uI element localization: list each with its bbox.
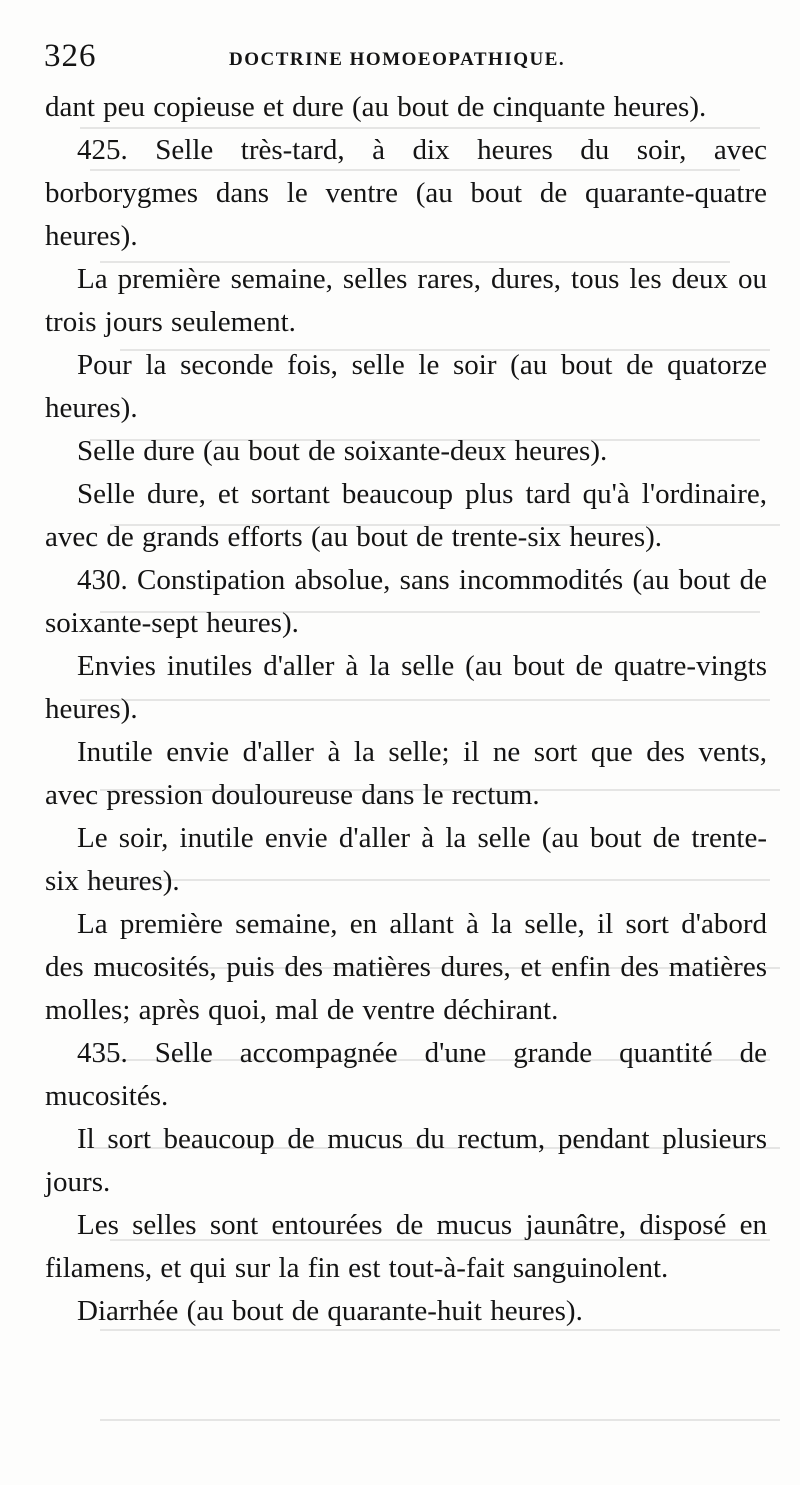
paragraph: La première semaine, en allant à la selle, il sort d'abord des mucosités, puis des matières dures, et enfin des matières molles; après quoi, mal de ventre déchirant. xyxy=(45,908,767,1026)
paragraph: dant peu copieuse et dure (au bout de cinquante heures). xyxy=(45,91,707,123)
paragraph: La première semaine, selles rares, dures, tous les deux ou trois jours seulement. xyxy=(45,263,767,338)
paragraph: Pour la seconde fois, selle le soir (au bout de quatorze heures). xyxy=(45,349,767,424)
paragraph: Inutile envie d'aller à la selle; il ne sort que des vents, avec pression douloureuse dans le rectum. xyxy=(45,736,767,811)
paragraph: 425. Selle très-tard, à dix heures du soir, avec borborygmes dans le ventre (au bout de quarante-quatre heures). xyxy=(45,134,767,252)
paragraph: Selle dure, et sortant beaucoup plus tard qu'à l'ordinaire, avec de grands efforts (au bout de trente-six heures). xyxy=(45,478,767,553)
page-number: 326 xyxy=(44,38,97,74)
paragraph: Envies inutiles d'aller à la selle (au bout de quatre-vingts heures). xyxy=(45,650,767,725)
running-title: DOCTRINE HOMOEOPATHIQUE. xyxy=(229,49,566,70)
paragraph: Il sort beaucoup de mucus du rectum, pendant plusieurs jours. xyxy=(45,1123,767,1198)
paragraph: Diarrhée (au bout de quarante-huit heures). xyxy=(77,1295,583,1327)
paragraph: Le soir, inutile envie d'aller à la selle (au bout de trente-six heures). xyxy=(45,822,767,897)
page-header xyxy=(44,36,764,76)
paragraph: 435. Selle accompagnée d'une grande quantité de mucosités. xyxy=(45,1037,767,1112)
paragraph: 430. Constipation absolue, sans incommodités (au bout de soixante-sept heures). xyxy=(45,564,767,639)
paragraph: Selle dure (au bout de soixante-deux heures). xyxy=(77,435,608,467)
body-text xyxy=(45,86,767,1333)
paragraph: Les selles sont entourées de mucus jaunâtre, disposé en filamens, et qui sur la fin est tout-à-fait sanguinolent. xyxy=(45,1209,767,1284)
